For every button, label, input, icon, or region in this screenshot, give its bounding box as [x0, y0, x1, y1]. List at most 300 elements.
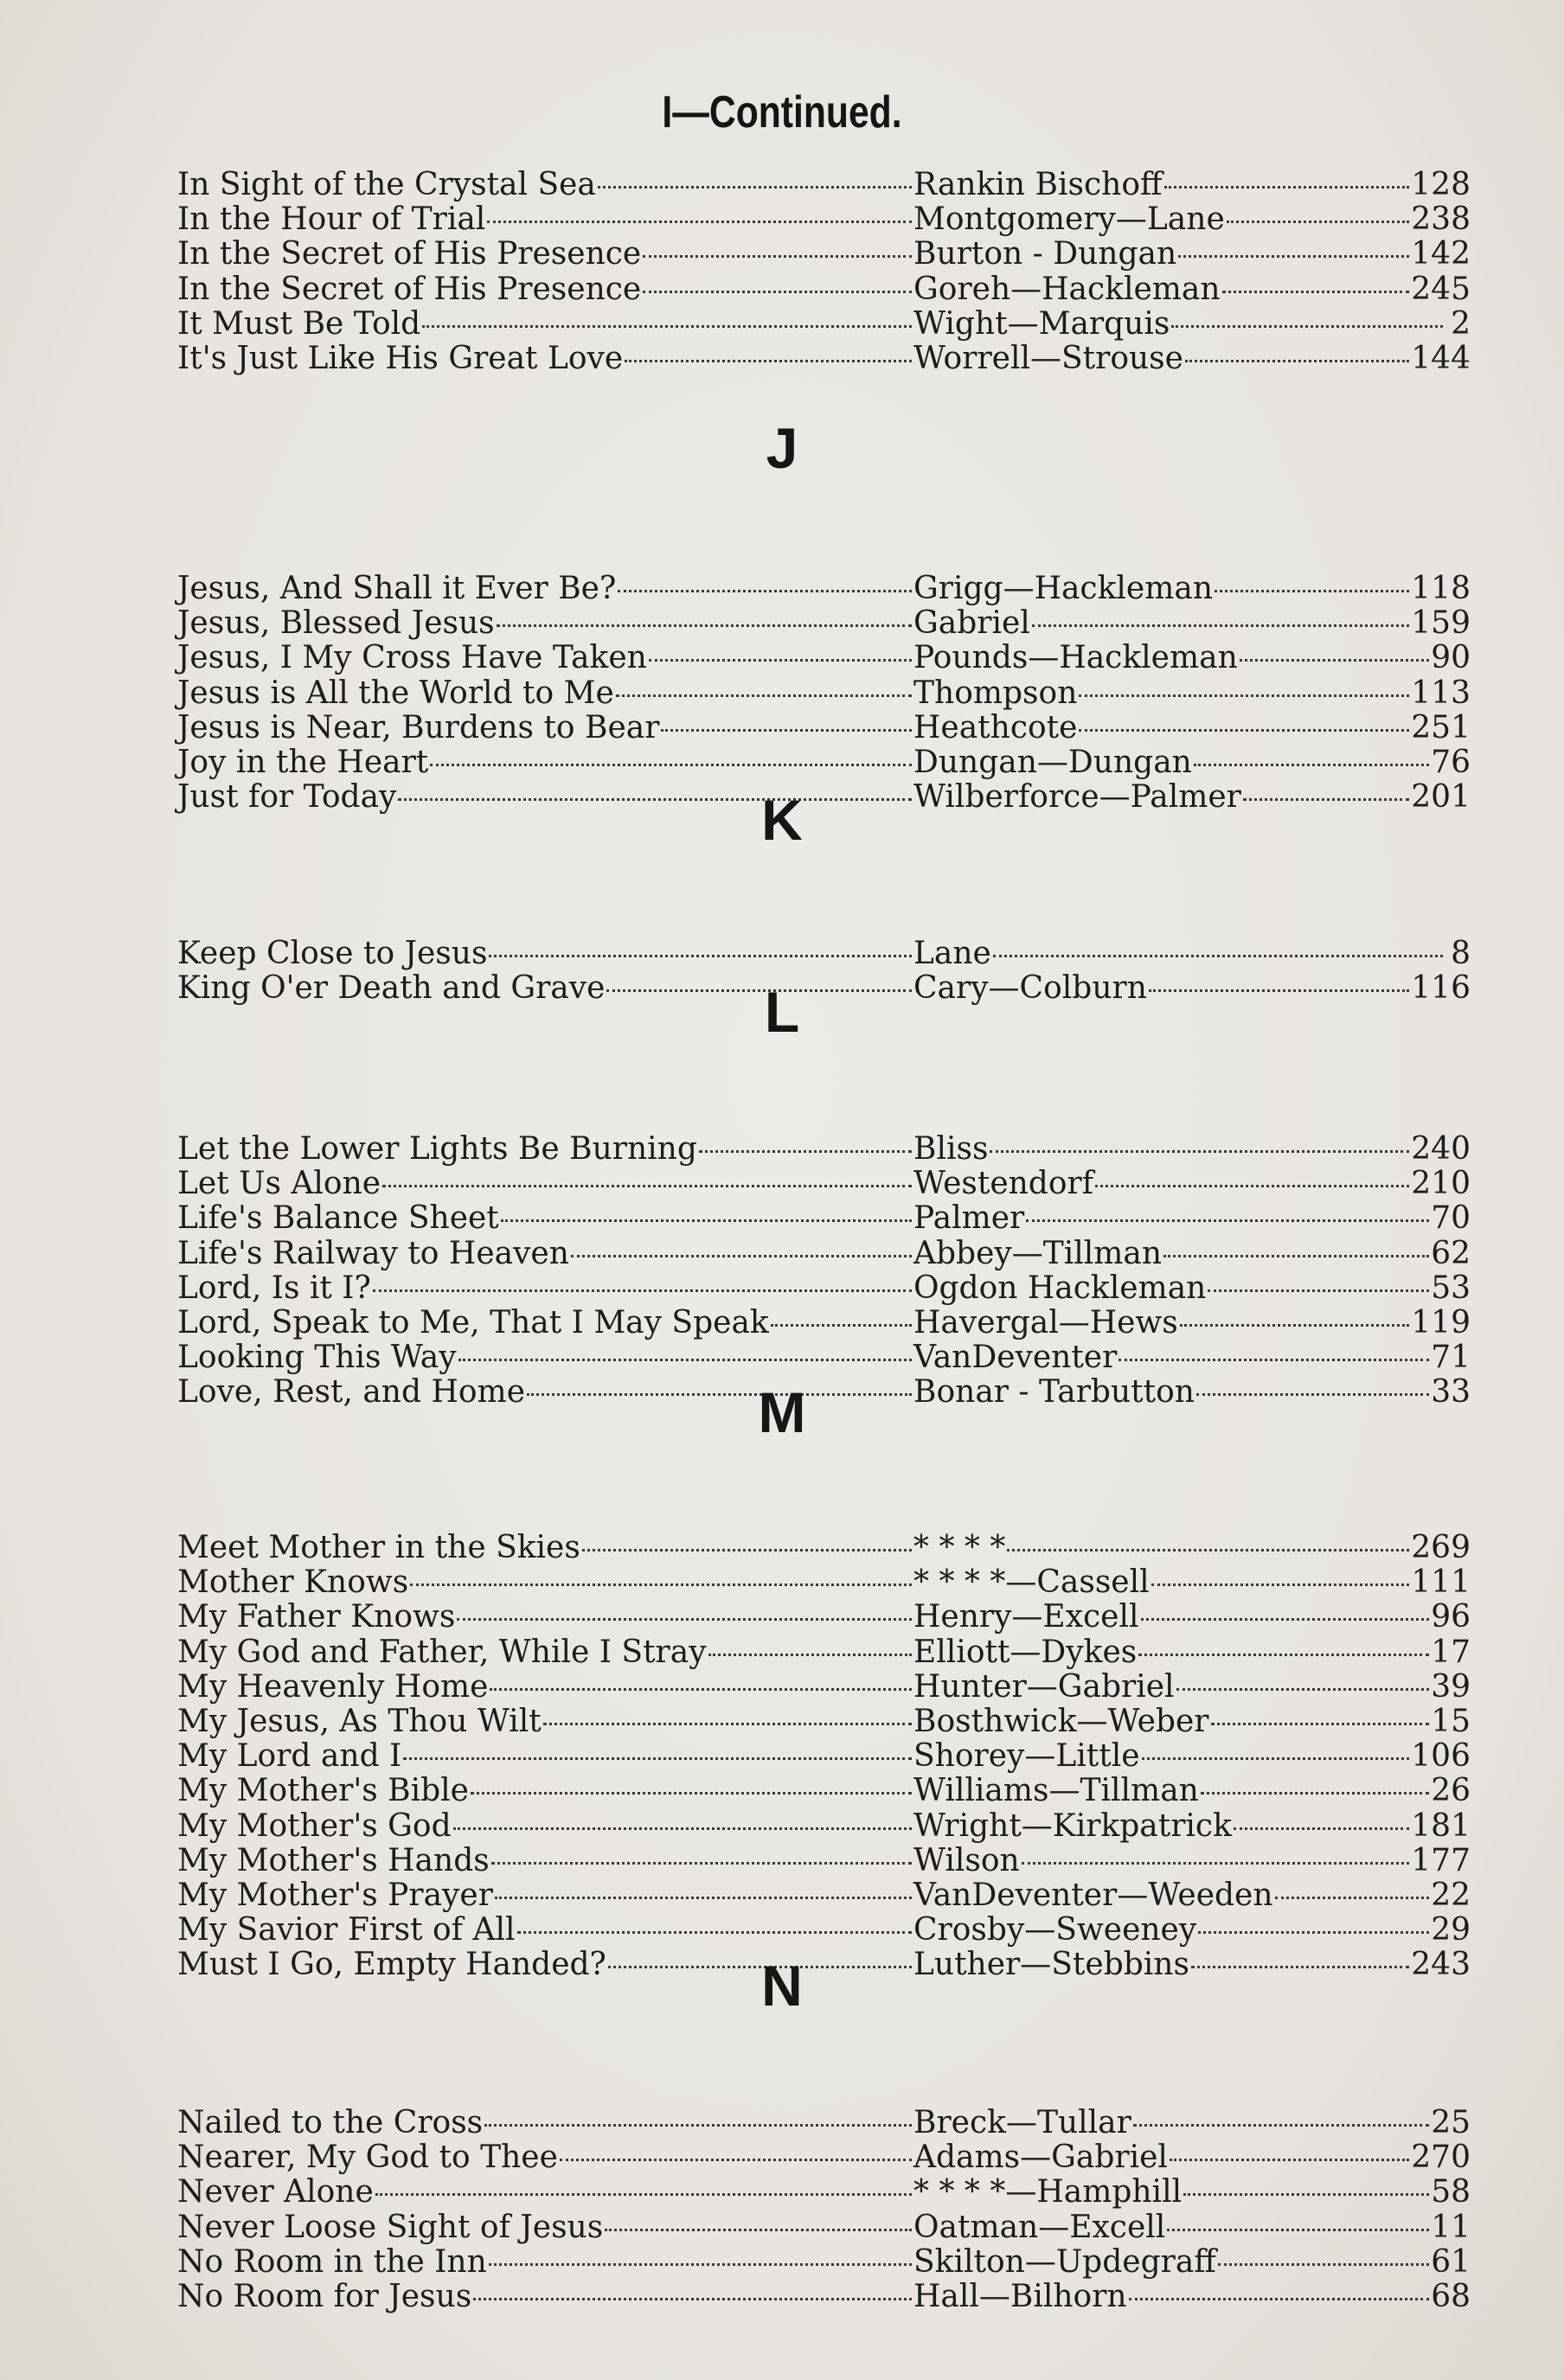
- dot-leader: [382, 1185, 912, 1187]
- entry-title-column: [177, 606, 913, 641]
- dot-leader: [1215, 590, 1409, 592]
- dot-leader: [453, 1827, 912, 1830]
- hymn-authors: Bliss: [913, 1131, 989, 1167]
- dot-leader: [487, 221, 912, 223]
- page-number: 15: [1431, 1703, 1471, 1739]
- entry-authors-column: [913, 937, 1471, 971]
- hymn-title: My Mother's Bible: [177, 1773, 469, 1809]
- page-number: 17: [1431, 1634, 1471, 1670]
- entry-title-column: [177, 2175, 913, 2210]
- entry-authors-column: [913, 1670, 1471, 1705]
- page-number: 2: [1451, 305, 1471, 342]
- page-number: 26: [1431, 1773, 1471, 1809]
- hymn-title: My Mother's God: [177, 1807, 452, 1844]
- dot-leader: [1138, 1654, 1429, 1656]
- hymn-authors: Ogdon Hackleman: [913, 1270, 1207, 1306]
- hymn-title: In the Hour of Trial: [177, 202, 486, 238]
- page-number: 90: [1431, 640, 1471, 676]
- entry-authors-column: [913, 1531, 1471, 1565]
- dot-leader: [373, 1289, 912, 1292]
- page-number: 245: [1411, 271, 1471, 307]
- entry-title-column: [177, 1913, 913, 1948]
- page-number: 181: [1411, 1807, 1471, 1844]
- page-number: 71: [1431, 1340, 1471, 1376]
- page-number: 25: [1431, 2105, 1471, 2140]
- entry-authors-column: [913, 237, 1471, 272]
- dot-leader: [1119, 1359, 1429, 1361]
- page-number: 251: [1411, 709, 1471, 745]
- section-i: [177, 168, 1479, 376]
- section-k: [177, 785, 1479, 1006]
- dot-leader: [1007, 1549, 1409, 1551]
- dot-leader: [1176, 1688, 1430, 1691]
- dot-leader: [473, 2298, 912, 2300]
- dot-leader: [1171, 325, 1443, 328]
- entry-authors-column: [913, 1809, 1471, 1844]
- page-number: 119: [1411, 1304, 1471, 1340]
- dot-leader: [375, 2193, 912, 2196]
- entry-authors-column: [913, 272, 1471, 307]
- hymn-title: Keep Close to Jesus: [177, 936, 488, 971]
- entry-authors-column: [913, 1774, 1471, 1808]
- dot-leader: [643, 255, 912, 258]
- hymn-title: Love, Rest, and Home: [177, 1374, 525, 1411]
- dot-leader: [458, 1359, 912, 1361]
- hymn-title: Jesus, Blessed Jesus: [177, 605, 495, 642]
- index-entry: [177, 202, 1479, 237]
- dot-leader: [1211, 1723, 1430, 1725]
- page-number: 8: [1451, 936, 1471, 971]
- dot-leader: [457, 1618, 912, 1621]
- hymn-title: In Sight of the Crystal Sea: [177, 167, 596, 202]
- dot-leader: [605, 2229, 912, 2231]
- dot-leader: [1240, 659, 1429, 662]
- entry-title-column: [177, 641, 913, 675]
- page-number: 33: [1431, 1374, 1471, 1411]
- entry-title-column: [177, 1705, 913, 1739]
- dot-leader: [625, 360, 912, 362]
- index-entry: [177, 1774, 1479, 1808]
- entry-authors-column: [913, 1237, 1471, 1271]
- hymn-authors: Henry—Excell: [913, 1599, 1139, 1635]
- section-rows: [177, 2106, 1479, 2314]
- hymn-title: Jesus is All the World to Me: [177, 675, 614, 711]
- dot-leader: [649, 659, 912, 662]
- entry-authors-column: [913, 1878, 1471, 1913]
- dot-leader: [1198, 1931, 1429, 1934]
- hymn-title: Nearer, My God to Thee: [177, 2140, 558, 2176]
- index-entry: [177, 1340, 1479, 1375]
- index-entry: [177, 711, 1479, 745]
- dot-leader: [582, 1549, 912, 1551]
- entry-authors-column: [913, 1167, 1471, 1201]
- entry-title-column: [177, 711, 913, 745]
- hymn-authors: Williams—Tillman: [913, 1773, 1199, 1809]
- section-n: [177, 1951, 1479, 2314]
- hymn-authors: Dungan—Dungan: [913, 744, 1192, 780]
- dot-leader: [410, 1583, 912, 1586]
- entry-title-column: [177, 676, 913, 711]
- index-entry: [177, 1600, 1479, 1635]
- hymn-title: Life's Balance Sheet: [177, 1200, 499, 1237]
- hymn-title: No Room in the Inn: [177, 2243, 487, 2280]
- entry-authors-column: [913, 2175, 1471, 2210]
- entry-authors-column: [913, 2106, 1471, 2140]
- hymn-authors: Wilberforce—Palmer: [913, 779, 1241, 816]
- hymn-authors: Havergal—Hews: [913, 1304, 1178, 1340]
- hymn-title: Lord, Speak to Me, That I May Speak: [177, 1304, 769, 1340]
- entry-title-column: [177, 168, 913, 202]
- entry-title-column: [177, 1201, 913, 1236]
- page-number: 201: [1411, 779, 1471, 816]
- hymn-authors: Pounds—Hackleman: [913, 640, 1238, 676]
- dot-leader: [1142, 1757, 1410, 1760]
- entry-authors-column: [913, 307, 1471, 342]
- hymn-title: Let Us Alone: [177, 1166, 381, 1202]
- hymn-authors: Hall—Bilhorn: [913, 2278, 1127, 2314]
- index-entry: [177, 342, 1479, 376]
- index-entry: [177, 2280, 1479, 2314]
- index-entry: [177, 641, 1479, 675]
- dot-leader: [517, 1931, 913, 1934]
- entry-authors-column: [913, 1271, 1471, 1306]
- hymn-authors: Gabriel: [913, 605, 1030, 642]
- page-number: 76: [1431, 744, 1471, 780]
- section-l: [177, 977, 1479, 1411]
- entry-title-column: [177, 1565, 913, 1600]
- dot-leader: [1151, 1583, 1410, 1586]
- hymn-authors: Montgomery—Lane: [913, 202, 1225, 238]
- dot-leader: [1129, 2298, 1430, 2300]
- entry-title-column: [177, 2210, 913, 2245]
- hymn-authors: Wright—Kirkpatrick: [913, 1807, 1232, 1844]
- hymn-authors: Skilton—Updegraff: [913, 2243, 1216, 2280]
- dot-leader: [430, 764, 912, 766]
- section-letter-m: M: [758, 1380, 806, 1444]
- dot-leader: [495, 1897, 912, 1899]
- entry-authors-column: [913, 2210, 1471, 2245]
- page-number: 11: [1431, 2209, 1471, 2245]
- entry-authors-column: [913, 1132, 1471, 1167]
- index-entry: [177, 168, 1479, 202]
- dot-leader: [708, 1654, 912, 1656]
- hymn-title: My God and Father, While I Stray: [177, 1634, 707, 1670]
- hymn-authors: VanDeventer: [913, 1340, 1118, 1376]
- dot-leader: [484, 2124, 912, 2127]
- entry-authors-column: [913, 1635, 1471, 1670]
- hymn-title: Mother Knows: [177, 1564, 409, 1601]
- entry-title-column: [177, 1531, 913, 1565]
- dot-leader: [1194, 764, 1429, 766]
- index-entry: [177, 1913, 1479, 1948]
- page-number: 68: [1431, 2278, 1471, 2314]
- dot-leader: [618, 590, 912, 592]
- index-entry: [177, 1809, 1479, 1844]
- page-number: 111: [1411, 1564, 1471, 1601]
- entry-title-column: [177, 1132, 913, 1167]
- dot-leader: [990, 1150, 1409, 1153]
- hymn-authors: Hunter—Gabriel: [913, 1668, 1175, 1705]
- dot-leader: [643, 291, 912, 293]
- page-number: 58: [1431, 2174, 1471, 2210]
- hymn-title: My Savior First of All: [177, 1912, 516, 1948]
- hymn-title: Joy in the Heart: [177, 744, 429, 780]
- dot-leader: [993, 955, 1443, 957]
- index-entry: [177, 1531, 1479, 1565]
- dot-leader: [1163, 1255, 1429, 1257]
- entry-title-column: [177, 237, 913, 272]
- page-number: 53: [1431, 1270, 1471, 1306]
- hymn-title: Nailed to the Cross: [177, 2105, 484, 2140]
- hymn-title: My Mother's Hands: [177, 1842, 490, 1878]
- dot-leader: [1185, 360, 1409, 362]
- hymn-authors: Luther—Stebbins: [913, 1947, 1189, 1983]
- page-number: 113: [1411, 675, 1471, 711]
- section-letter-j: J: [766, 416, 798, 480]
- dot-leader: [699, 1150, 912, 1153]
- index-entry: [177, 1739, 1479, 1774]
- page-number: 116: [1411, 970, 1471, 1007]
- hymn-title: No Room for Jesus: [177, 2278, 472, 2314]
- dot-leader: [497, 624, 912, 627]
- dot-leader: [501, 1219, 912, 1222]
- dot-leader: [490, 1688, 912, 1691]
- index-entry: [177, 1635, 1479, 1670]
- entry-authors-column: [913, 641, 1471, 675]
- entry-title-column: [177, 1306, 913, 1340]
- hymn-title: Let the Lower Lights Be Burning: [177, 1131, 697, 1167]
- hymn-title: Never Alone: [177, 2174, 374, 2210]
- dot-leader: [1234, 1827, 1409, 1830]
- hymn-authors: Oatman—Excell: [913, 2209, 1166, 2245]
- dot-leader: [1079, 694, 1409, 697]
- section-letter-n: N: [761, 1954, 803, 2018]
- entry-title-column: [177, 1600, 913, 1635]
- dot-leader: [1227, 221, 1410, 223]
- dot-leader: [1026, 1219, 1429, 1222]
- hymn-authors: Adams—Gabriel: [913, 2140, 1168, 2176]
- entry-authors-column: [913, 1340, 1471, 1375]
- index-entry: [177, 1167, 1479, 1201]
- entry-authors-column: [913, 1306, 1471, 1340]
- page-heading: I—Continued.: [662, 87, 902, 138]
- hymn-title: Lord, Is it I?: [177, 1270, 371, 1306]
- dot-leader: [1180, 1324, 1410, 1327]
- page-number: 70: [1431, 1200, 1471, 1237]
- hymn-authors: * * * *: [913, 1530, 1006, 1565]
- hymn-title: Just for Today: [177, 779, 397, 816]
- entry-title-column: [177, 307, 913, 342]
- entry-title-column: [177, 2106, 913, 2140]
- entry-title-column: [177, 1635, 913, 1670]
- hymn-authors: Shorey—Little: [913, 1738, 1140, 1775]
- hymn-title: Looking This Way: [177, 1340, 457, 1376]
- section-rows: [177, 572, 1479, 815]
- dot-leader: [560, 2159, 912, 2161]
- hymn-title: In the Secret of His Presence: [177, 236, 642, 272]
- page-number: 270: [1411, 2140, 1471, 2176]
- entry-title-column: [177, 1739, 913, 1774]
- hymn-title: Life's Railway to Heaven: [177, 1235, 569, 1271]
- index-entry: [177, 2175, 1479, 2210]
- hymn-title: My Jesus, As Thou Wilt: [177, 1703, 542, 1739]
- dot-leader: [1275, 1897, 1430, 1899]
- entry-title-column: [177, 2280, 913, 2314]
- section-rows: [177, 1132, 1479, 1411]
- hymn-authors: Wilson: [913, 1842, 1020, 1878]
- dot-leader: [616, 694, 912, 697]
- dot-leader: [1218, 2263, 1429, 2266]
- index-entry: [177, 1201, 1479, 1236]
- entry-title-column: [177, 2245, 913, 2280]
- entry-authors-column: [913, 168, 1471, 202]
- hymn-authors: Crosby—Sweeney: [913, 1912, 1197, 1948]
- dot-leader: [1133, 2124, 1429, 2127]
- index-entry: [177, 676, 1479, 711]
- hymn-title: In the Secret of His Presence: [177, 271, 642, 307]
- page-number: 118: [1411, 571, 1471, 606]
- hymn-authors: Palmer: [913, 1200, 1025, 1237]
- index-entry: [177, 1132, 1479, 1167]
- hymn-authors: Wight—Marquis: [913, 305, 1170, 342]
- index-entry: [177, 1705, 1479, 1739]
- dot-leader: [1208, 1289, 1429, 1292]
- dot-leader: [1079, 729, 1409, 732]
- hymn-title: King O'er Death and Grave: [177, 970, 606, 1007]
- page-number: 96: [1431, 1599, 1471, 1635]
- hymn-authors: VanDeventer—Weeden: [913, 1877, 1273, 1913]
- dot-leader: [571, 1255, 912, 1257]
- index-entry: [177, 1878, 1479, 1913]
- dot-leader: [1183, 2193, 1429, 2196]
- page-number: 240: [1411, 1131, 1471, 1167]
- entry-authors-column: [913, 676, 1471, 711]
- section-m: [177, 1378, 1479, 1982]
- entry-title-column: [177, 202, 913, 237]
- index-entry: [177, 237, 1479, 272]
- dot-leader: [403, 1757, 912, 1760]
- index-entry: [177, 307, 1479, 342]
- entry-authors-column: [913, 2280, 1471, 2314]
- index-entry: [177, 745, 1479, 780]
- dot-leader: [1022, 1862, 1410, 1865]
- hymn-title: Jesus is Near, Burdens to Bear: [177, 709, 660, 745]
- hymn-title: Meet Mother in the Skies: [177, 1530, 580, 1565]
- page-number: 159: [1411, 605, 1471, 642]
- hymn-authors: * * * *—Cassell: [913, 1564, 1150, 1601]
- entry-title-column: [177, 2140, 913, 2175]
- hymn-authors: Cary—Colburn: [913, 970, 1147, 1007]
- entry-title-column: [177, 1271, 913, 1306]
- page-number: 142: [1411, 236, 1471, 272]
- entry-authors-column: [913, 1565, 1471, 1600]
- entry-authors-column: [913, 1913, 1471, 1948]
- entry-title-column: [177, 1878, 913, 1913]
- dot-leader: [1167, 2229, 1429, 2231]
- page-number: 22: [1431, 1877, 1471, 1913]
- entry-authors-column: [913, 606, 1471, 641]
- entry-authors-column: [913, 2245, 1471, 2280]
- entry-authors-column: [913, 342, 1471, 376]
- section-rows: [177, 1531, 1479, 1982]
- entry-title-column: [177, 1340, 913, 1375]
- page-number: 144: [1411, 340, 1471, 376]
- dot-leader: [771, 1324, 912, 1327]
- index-entry: [177, 1271, 1479, 1306]
- dot-leader: [1178, 255, 1409, 258]
- hymn-title: My Father Knows: [177, 1599, 456, 1635]
- dot-leader: [1141, 1618, 1430, 1621]
- page-number: 177: [1411, 1842, 1471, 1878]
- page-number: 269: [1411, 1530, 1471, 1565]
- entry-title-column: [177, 1237, 913, 1271]
- index-entry: [177, 1565, 1479, 1600]
- page-number: 62: [1431, 1235, 1471, 1271]
- index-entry: [177, 272, 1479, 307]
- hymn-title: My Mother's Prayer: [177, 1877, 493, 1913]
- section-j: [177, 413, 1479, 815]
- index-entry: [177, 1844, 1479, 1878]
- dot-leader: [1095, 1185, 1409, 1187]
- entry-authors-column: [913, 202, 1471, 237]
- dot-leader: [543, 1723, 912, 1725]
- entry-authors-column: [913, 2140, 1471, 2175]
- hymn-authors: Grigg—Hackleman: [913, 571, 1214, 606]
- dot-leader: [1164, 186, 1410, 189]
- entry-title-column: [177, 342, 913, 376]
- dot-leader: [598, 186, 912, 189]
- dot-leader: [1170, 2159, 1409, 2161]
- hymn-title: My Heavenly Home: [177, 1668, 489, 1705]
- page-number: 128: [1411, 167, 1471, 202]
- page-number: 210: [1411, 1166, 1471, 1202]
- index-entry: [177, 2245, 1479, 2280]
- entry-authors-column: [913, 1739, 1471, 1774]
- hymn-authors: * * * *—Hamphill: [913, 2174, 1183, 2210]
- hymn-title: My Lord and I: [177, 1738, 402, 1775]
- dot-leader: [489, 2263, 912, 2266]
- entry-authors-column: [913, 1705, 1471, 1739]
- hymn-authors: Abbey—Tillman: [913, 1235, 1163, 1271]
- hymn-authors: Burton - Dungan: [913, 236, 1177, 272]
- index-entry: [177, 1237, 1479, 1271]
- entry-title-column: [177, 1670, 913, 1705]
- hymn-authors: Breck—Tullar: [913, 2105, 1131, 2140]
- entry-title-column: [177, 1167, 913, 1201]
- index-entry: [177, 1306, 1479, 1340]
- entry-authors-column: [913, 1844, 1471, 1878]
- page-number: 106: [1411, 1738, 1471, 1775]
- section-rows: [177, 168, 1479, 376]
- hymn-authors: Bosthwick—Weber: [913, 1703, 1209, 1739]
- index-entry: [177, 572, 1479, 606]
- page-number: 61: [1431, 2243, 1471, 2280]
- hymn-title: Jesus, And Shall it Ever Be?: [177, 571, 617, 606]
- dot-leader: [1201, 1792, 1429, 1795]
- index-entry: [177, 606, 1479, 641]
- entry-title-column: [177, 1844, 913, 1878]
- hymn-authors: Thompson: [913, 675, 1078, 711]
- dot-leader: [471, 1792, 912, 1795]
- hymn-title: It Must Be Told: [177, 305, 421, 342]
- index-entry: [177, 2140, 1479, 2175]
- dot-leader: [661, 729, 912, 732]
- entry-authors-column: [913, 1201, 1471, 1236]
- entry-title-column: [177, 272, 913, 307]
- entry-authors-column: [913, 745, 1471, 780]
- hymn-title: Jesus, I My Cross Have Taken: [177, 640, 647, 676]
- hymn-authors: Elliott—Dykes: [913, 1634, 1138, 1670]
